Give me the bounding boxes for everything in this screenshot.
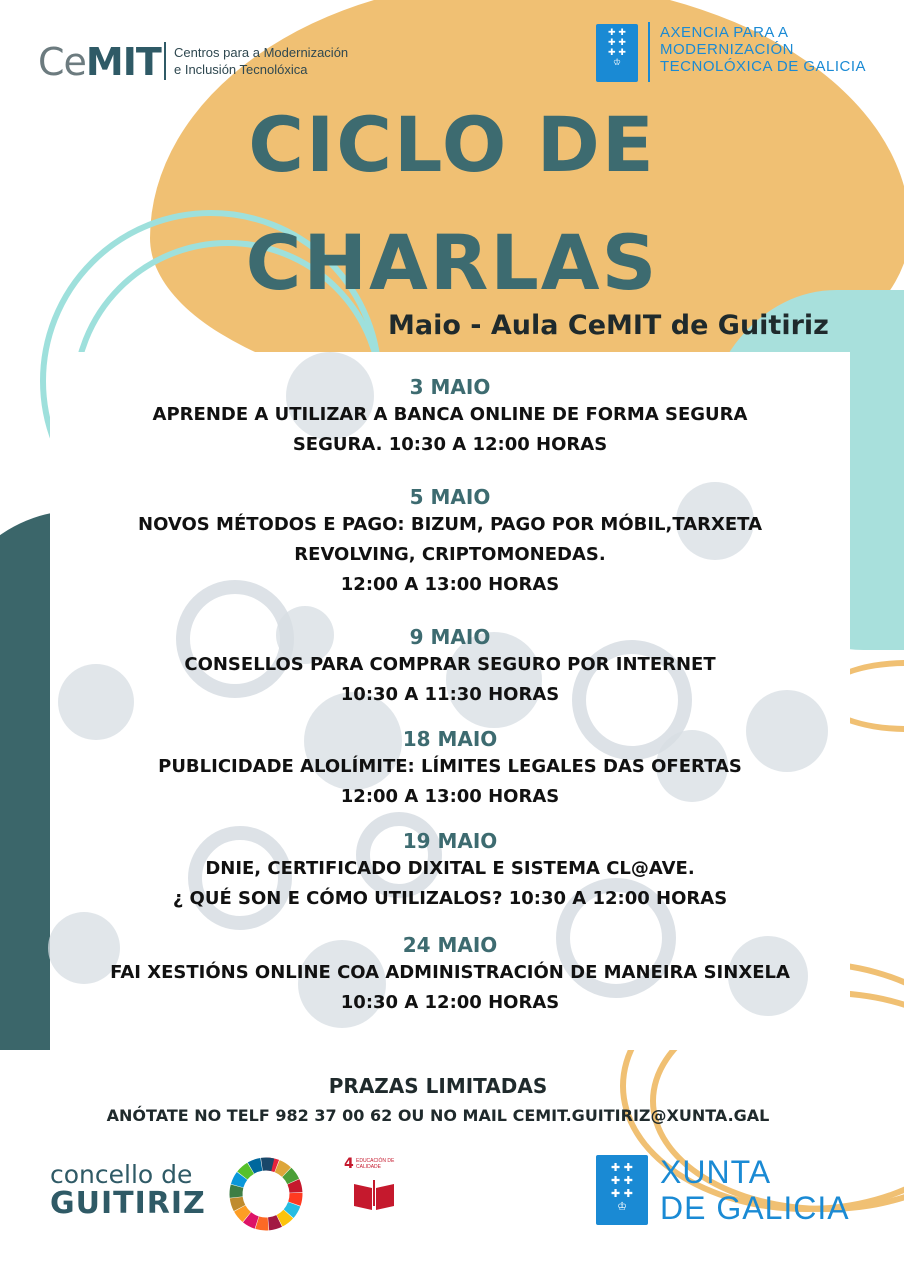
cemit-subtitle-line2: e Inclusión Tecnolóxica — [174, 62, 308, 77]
event-line: CONSELLOS PARA COMPRAR SEGURO POR INTERNET — [184, 654, 716, 675]
event-line: 12:00 A 13:00 HORAS — [340, 574, 560, 595]
cemit-logo-mit: MIT — [85, 40, 161, 84]
cemit-logo-ce: Ce — [38, 40, 86, 84]
event-line: SEGURA. 10:30 A 12:00 HORAS — [292, 434, 608, 455]
sdg4-text: EDUCACIÓN DE CALIDADE — [356, 1158, 395, 1170]
event-line: REVOLVING, CRIPTOMONEDAS. — [294, 544, 606, 565]
xunta-line2: DE GALICIA — [660, 1190, 850, 1226]
axencia-divider — [648, 22, 650, 82]
event-line: DNIE, CERTIFICADO DIXITAL E SISTEMA CL@AVE. — [205, 858, 695, 879]
event-4 — [50, 726, 850, 812]
concello-logo-line2: GUITIRIZ — [50, 1186, 206, 1221]
event-date: 5 MAIO — [409, 485, 491, 509]
galicia-shield-icon: ✚ ✚ ✚ ✚ ✚ ✚ ♔ — [596, 24, 638, 82]
event-line: NOVOS MÉTODOS E PAGO: BIZUM, PAGO POR MÓBIL,TARXETA — [138, 514, 762, 535]
event-line: APRENDE A UTILIZAR A BANCA ONLINE DE FORMA SEGURA — [152, 404, 748, 425]
sdg-wheel-icon — [228, 1156, 304, 1232]
axencia-line3: TECNOLÓXICA DE GALICIA — [660, 58, 867, 75]
event-date: 3 MAIO — [409, 375, 491, 399]
title-line1: CICLO DE — [248, 100, 656, 189]
event-line: 10:30 A 11:30 HORAS — [340, 684, 560, 705]
xunta-shield-icon: ✚ ✚ ✚ ✚ ✚ ✚ ♔ — [596, 1155, 648, 1225]
event-date: 24 MAIO — [402, 933, 498, 957]
event-5 — [50, 828, 850, 914]
xunta-line1: XUNTA — [660, 1154, 772, 1190]
xunta-logo-text — [660, 1154, 850, 1226]
event-line: FAI XESTIÓNS ONLINE COA ADMINISTRACIÓN DE MANEIRA SINXELA — [110, 962, 790, 983]
event-line: 10:30 A 12:00 HORAS — [340, 992, 560, 1013]
event-2 — [50, 484, 850, 600]
event-line: ¿ QUÉ SON E CÓMO UTILIZALOS? 10:30 A 12:00 HORAS — [172, 888, 728, 909]
sdg4-number: 4 — [344, 1156, 354, 1172]
event-3 — [50, 624, 850, 710]
contact-info: ANÓTATE NO TELF 982 37 00 62 OU NO MAIL CEMIT.GUITIRIZ@XUNTA.GAL — [106, 1106, 770, 1125]
concello-logo-line1: concello de — [50, 1160, 193, 1189]
prazas-limitadas-heading: PRAZAS LIMITADAS — [328, 1074, 548, 1098]
cemit-divider — [164, 42, 166, 80]
event-date: 18 MAIO — [402, 727, 498, 751]
subtitle: Maio - Aula CeMIT de Guitiriz — [388, 310, 829, 341]
event-line: 12:00 A 13:00 HORAS — [340, 786, 560, 807]
book-icon — [352, 1178, 396, 1212]
event-line: PUBLICIDADE ALOLÍMITE: LÍMITES LEGALES DAS OFERTAS — [158, 756, 742, 777]
axencia-logo-text — [660, 24, 866, 75]
event-1 — [50, 374, 850, 460]
cemit-subtitle-line1: Centros para a Modernización — [174, 45, 349, 60]
cemit-logo — [38, 40, 161, 84]
event-6 — [50, 932, 850, 1018]
cemit-subtitle — [174, 44, 348, 78]
event-date: 9 MAIO — [409, 625, 491, 649]
axencia-line1: AXENCIA PARA A — [660, 24, 789, 41]
title-line2: CHARLAS — [245, 218, 659, 307]
axencia-line2: MODERNIZACIÓN — [660, 41, 794, 58]
event-date: 19 MAIO — [402, 829, 498, 853]
